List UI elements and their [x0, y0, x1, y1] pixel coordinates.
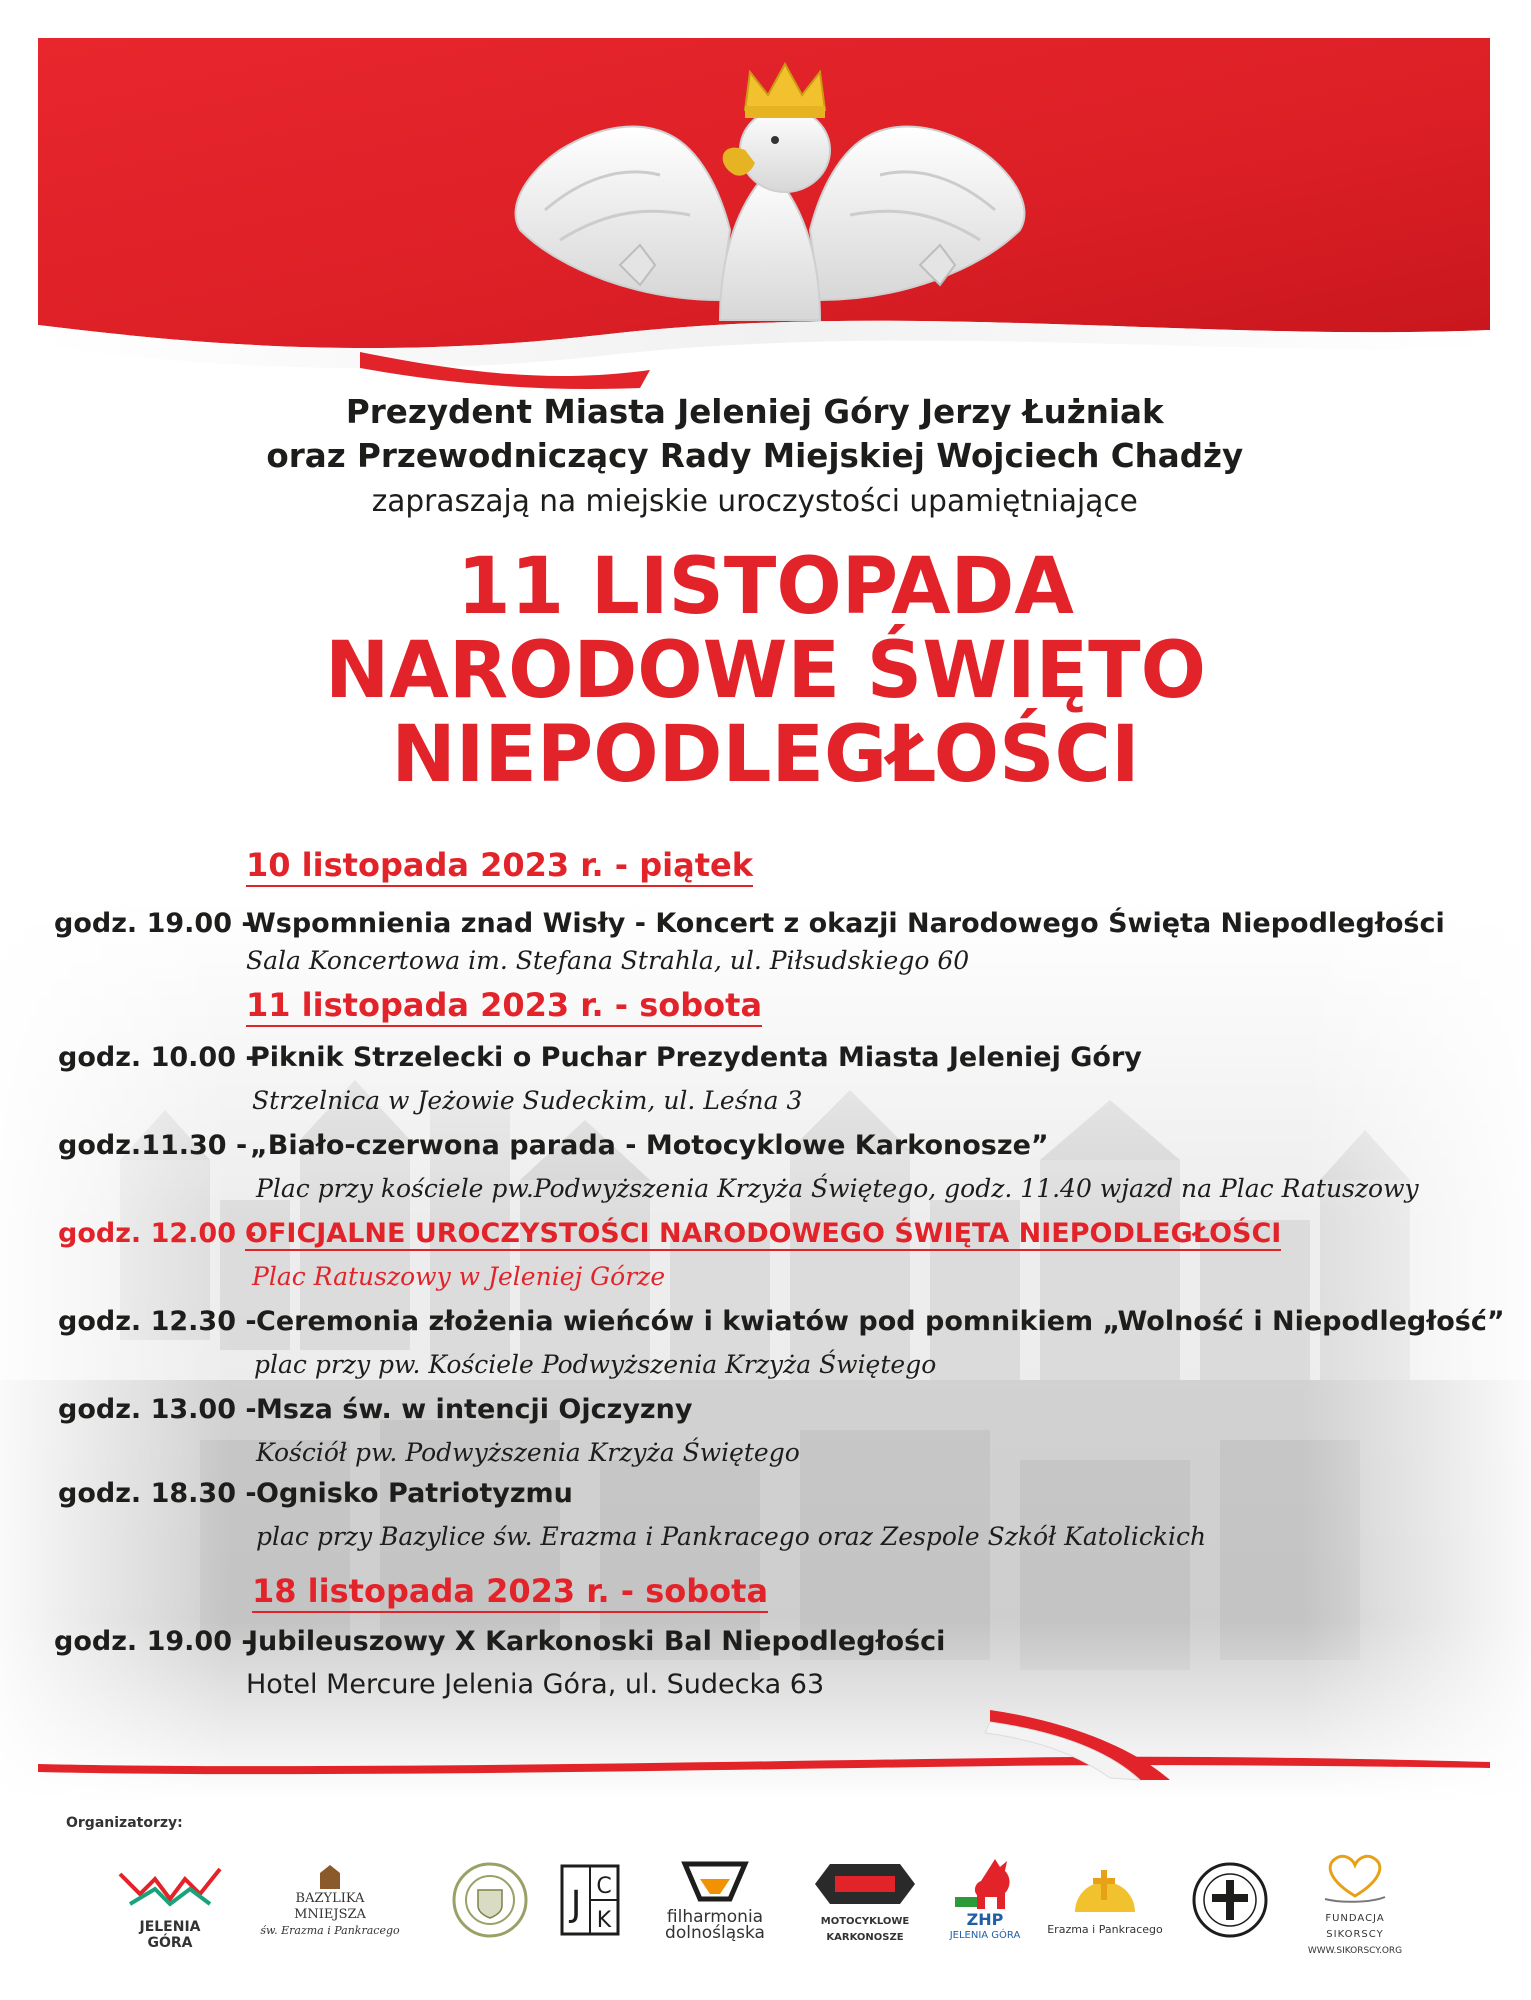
day-heading: 10 listopada 2023 r. - piątek: [246, 845, 753, 885]
logo-filharmonia: [645, 1830, 785, 1970]
main-title: [0, 542, 1531, 800]
event-title: Wspomnienia znad Wisły - Koncert z okazji Narodowego Święta Niepodległości: [246, 908, 1445, 939]
jelenia-gora-logo-icon: [115, 1849, 225, 1919]
svg-text:J: J: [570, 1884, 582, 1925]
host-line-1: Prezydent Miasta Jeleniej Góry Jerzy Łużniak: [345, 392, 1164, 431]
event-title-official: OFICJALNE UROCZYSTOŚCI NARODOWEGO ŚWIĘTA NIEPODLEGŁOŚCI: [245, 1218, 1282, 1249]
day-heading: 18 listopada 2023 r. - sobota: [252, 1571, 768, 1611]
event-place: Hotel Mercure Jelenia Góra, ul. Sudecka 63: [246, 1669, 825, 1700]
event-time: godz. 10.00 -: [58, 1042, 257, 1073]
logo-subcaption: JELENIA GÓRA: [949, 1929, 1021, 1941]
event-place: Plac przy kościele pw.Podwyższenia Krzyża Świętego, godz. 11.40 wjazd na Plac Ratuszowy: [256, 1174, 1419, 1203]
logo-caption: MOTOCYKLOWE: [820, 1916, 910, 1927]
title-line-2: NARODOWE ŚWIĘTO: [324, 626, 1207, 716]
bazylika-logo-icon: [310, 1861, 350, 1891]
event-title: Msza św. w intencji Ojczyzny: [256, 1394, 693, 1425]
event-time: godz. 12.30 -: [58, 1306, 257, 1337]
school-crest-logo-icon: [450, 1860, 530, 1940]
title-line-1: 11 LISTOPADA: [457, 542, 1074, 632]
logo-subcaption: WWW.SIKORSCY.ORG: [1307, 1946, 1403, 1956]
event-time: godz. 18.30 -: [58, 1478, 257, 1509]
event-title: Piknik Strzelecki o Puchar Prezydenta Miasta Jeleniej Góry: [250, 1042, 1142, 1073]
heart-hand-icon: [1310, 1841, 1400, 1911]
svg-text:K: K: [596, 1908, 612, 1933]
logo-caption: JELENIA GÓRA: [139, 1919, 201, 1951]
logo-subcaption: KARKONOSZE: [826, 1932, 904, 1943]
flag-banner-with-eagle: [0, 0, 1531, 400]
filharmonia-logo-icon: [680, 1859, 750, 1909]
logo-caption: Erazma i Pankracego: [1047, 1923, 1163, 1936]
event-place-official: Plac Ratuszowy w Jeleniej Górze: [252, 1262, 666, 1291]
sunrise-cross-icon: [1065, 1862, 1145, 1922]
day-heading: 11 listopada 2023 r. - sobota: [246, 985, 762, 1025]
host-line-2: oraz Przewodniczący Rady Miejskiej Wojciech Chadży: [266, 436, 1244, 475]
invitation-line: zapraszają na miejskie uroczystości upamiętniające: [371, 484, 1138, 519]
event-title: Jubileuszowy X Karkonoski Bal Niepodległości: [248, 1626, 946, 1657]
event-place: Kościół pw. Podwyższenia Krzyża Świętego: [256, 1438, 800, 1467]
motorcycle-badge-icon: [810, 1854, 920, 1914]
organizers-label: Organizatorzy:: [66, 1815, 183, 1831]
logo-zhp: [930, 1830, 1040, 1970]
event-title: „Biało-czerwona parada - Motocyklowe Karkonosze”: [250, 1130, 1049, 1161]
event-place: Strzelnica w Jeżowie Sudeckim, ul. Leśna 3: [252, 1086, 803, 1115]
footer-flag-ribbon: [0, 1700, 1531, 1800]
logo-jelenia-gora: [115, 1830, 225, 1970]
logo-school-crest: [445, 1830, 535, 1970]
event-time: godz. 19.00 -: [54, 908, 253, 939]
event-time: godz.11.30 -: [58, 1130, 248, 1161]
event-time-official: godz. 12.00 -: [58, 1218, 257, 1249]
event-time: godz. 13.00 -: [58, 1394, 257, 1425]
title-line-3: NIEPODLEGŁOŚCI: [391, 710, 1140, 800]
svg-text:C: C: [596, 1874, 612, 1899]
event-title: Ognisko Patriotyzmu: [256, 1478, 573, 1509]
logo-cross-society: [1185, 1830, 1275, 1970]
jck-logo-icon: [560, 1864, 620, 1936]
logo-caption: BAZYLIKA MNIEJSZA: [294, 1891, 366, 1922]
event-place: Sala Koncertowa im. Stefana Strahla, ul. Piłsudskiego 60: [246, 946, 970, 975]
logo-erazm-pankracy: [1040, 1830, 1170, 1970]
logo-jck: [555, 1830, 625, 1970]
event-place: plac przy Bazylice św. Erazma i Pankracego oraz Zespole Szkół Katolickich: [256, 1522, 1207, 1551]
logo-motocyklowe-karkonosze: [805, 1830, 925, 1970]
logo-caption: ZHP: [966, 1909, 1004, 1929]
event-title: Ceremonia złożenia wieńców i kwiatów pod pomnikiem „Wolność i Niepodległość”: [256, 1306, 1505, 1337]
invitation-header: [0, 390, 1531, 524]
logo-caption: filharmonia: [666, 1907, 764, 1927]
organizer-logos: [100, 1830, 1500, 1980]
logo-sikorscy-foundation: [1295, 1830, 1415, 1970]
event-place: plac przy pw. Kościele Podwyższenia Krzyża Świętego: [254, 1350, 937, 1379]
logo-subcaption: dolnośląska: [665, 1923, 765, 1943]
logo-subcaption: św. Erazma i Pankracego: [260, 1924, 400, 1937]
event-time: godz. 19.00 -: [54, 1626, 253, 1657]
logo-caption: FUNDACJA SIKORSCY: [1325, 1913, 1385, 1940]
cross-seal-icon: [1190, 1860, 1270, 1940]
zhp-deer-icon: [945, 1857, 1025, 1912]
logo-bazylika: [260, 1830, 400, 1970]
